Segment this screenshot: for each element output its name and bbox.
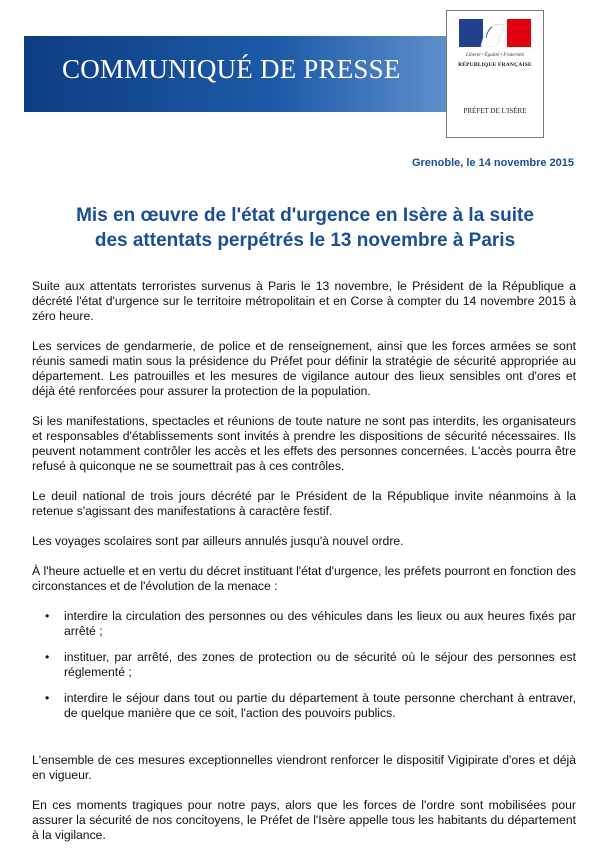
paragraph: Si les manifestations, spectacles et réunions de toute nature ne sont pas interdits, les organisateurs et responsables d'établissements sont invités à prendre les dispositions de sécurité nécessaires. Ils peuvent notamment contrôler les accès et les effets des personnes concernées. L'accès pourra être refusé à quiconque ne se soumettrait pas à ces contrôles. [32, 414, 576, 473]
press-release-banner [24, 36, 446, 112]
prefecture-name: PRÉFET DE L'ISÈRE [463, 107, 527, 115]
paragraph: Les services de gendarmerie, de police et de renseignement, ainsi que les forces armées se sont réunis samedi matin sous la présidence du Préfet pour définir la stratégie de sécurité appropriée au département. Les patrouilles et les mesures de vigilance autour des lieux sensibles ont d'ores et déjà été renforcées pour assurer la protection de la population. [32, 339, 576, 398]
list-item: • interdire le séjour dans tout ou partie du département à toute personne cherchant à entraver, de quelque manière que ce soit, l'action des pouvoirs publics. [32, 691, 576, 721]
banner-title: COMMUNIQUÉ DE PRESSE [62, 54, 401, 84]
marianne-flag-logo [459, 19, 531, 47]
headline [24, 203, 586, 253]
republic-motto: Liberté • Égalité • Fraternité [466, 53, 524, 58]
list-item: • interdire la circulation des personnes ou des véhicules dans les lieux ou aux heures fixés par arrêté ; [32, 609, 576, 639]
list-item: • instituer, par arrêté, des zones de protection ou de sécurité où le séjour des personnes est réglementé ; [32, 650, 576, 680]
dateline: Grenoble, le 14 novembre 2015 [411, 157, 574, 169]
measures-list [32, 609, 576, 721]
prefecture-logo-block [446, 10, 544, 138]
paragraph: Le deuil national de trois jours décrété par le Président de la République invite néanmoins à la retenue s'agissant des manifestations à caractère festif. [32, 489, 576, 518]
paragraph: En ces moments tragiques pour notre pays, alors que les forces de l'ordre sont mobilisées pour assurer la sécurité de nos concitoyens, le Préfet de l'Isère appelle tous les habitants du département à la vigilance. [32, 798, 576, 842]
headline-line-1: Mis en œuvre de l'état d'urgence en Isère à la suite [76, 205, 534, 226]
paragraph: L'ensemble de ces mesures exceptionnelles viendront renforcer le dispositif Vigipirate d'ores et déjà en vigueur. [32, 753, 576, 782]
paragraph: À l'heure actuelle et en vertu du décret instituant l'état d'urgence, les préfets pourront en fonction des circonstances et de l'évolution de la menace : [32, 564, 576, 593]
paragraph: Suite aux attentats terroristes survenus à Paris le 13 novembre, le Président de la République a décrété l'état d'urgence sur le territoire métropolitain et en Corse à compter du 14 novembre 2015 à zéro heure. [32, 279, 576, 323]
press-release-body [32, 279, 576, 858]
republic-name: RÉPUBLIQUE FRANÇAISE [458, 62, 532, 68]
paragraph: Les voyages scolaires sont par ailleurs annulés jusqu'à nouvel ordre. [32, 534, 404, 548]
headline-line-2: des attentats perpétrés le 13 novembre à Paris [94, 230, 516, 251]
